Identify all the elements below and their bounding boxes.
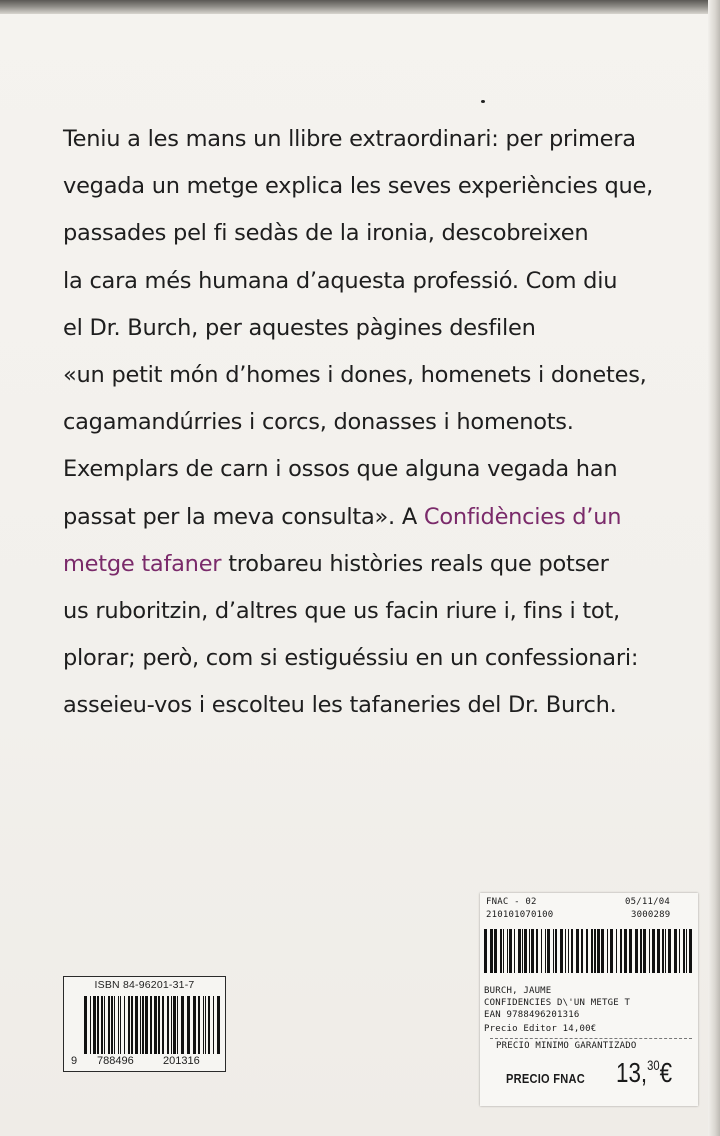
barcode-stripe: [507, 929, 508, 973]
barcode-stripe: [689, 929, 692, 973]
blurb-line: Exemplars de carn i ossos que alguna vegada han: [63, 456, 618, 483]
barcode-stripe: [616, 929, 617, 973]
barcode-stripe: [181, 996, 184, 1054]
barcode-stripe: [635, 929, 638, 973]
barcode-stripe: [120, 996, 121, 1054]
barcode-stripe: [518, 929, 521, 973]
blurb-line: plorar; però, com si estiguéssiu en un confessionari:: [63, 645, 639, 672]
barcode-stripe: [150, 996, 152, 1054]
barcode-stripe: [657, 929, 660, 973]
barcode-stripe: [198, 996, 200, 1054]
barcode-stripe: [683, 929, 685, 973]
barcode-stripe: [652, 929, 655, 973]
barcode-stripe: [591, 929, 593, 973]
fnac-price-value: [616, 1057, 672, 1089]
isbn-barcode: [84, 996, 222, 1054]
barcode-stripe: [208, 996, 210, 1054]
blurb-line: asseieu-vos i escolteu les tafaneries del Dr. Burch.: [63, 692, 617, 719]
blurb-line: us ruboritzin, d’altres que us facin riure i, fins i tot,: [63, 597, 620, 624]
blurb-line: passades pel fi sedàs de la ironia, descobreixen: [63, 220, 589, 247]
price-sticker: [480, 893, 698, 1106]
barcode-stripe: [203, 996, 204, 1054]
barcode-stripe: [601, 929, 604, 973]
barcode-stripe: [145, 996, 148, 1054]
barcode-stripe: [171, 996, 172, 1054]
barcode-stripe: [213, 996, 214, 1054]
barcode-stripe: [620, 929, 622, 973]
fnac-price-label: PRECIO FNAC: [506, 1071, 585, 1086]
barcode-stripe: [503, 929, 504, 973]
sticker-barcode: [484, 929, 694, 973]
sticker-ean: EAN 9788496201316: [484, 1010, 580, 1020]
sticker-guarantee: PRECIO MINIMO GARANTIZADO: [496, 1041, 637, 1051]
barcode-stripe: [140, 996, 141, 1054]
barcode-stripe: [97, 996, 99, 1054]
blurb-line: «un petit món d’homes i dones, homenets i donetes,: [63, 361, 647, 388]
barcode-stripe: [668, 929, 671, 973]
blurb-line-with-title: [63, 494, 703, 541]
sticker-title: CONFIDENCIES D\'UN METGE T: [484, 998, 631, 1008]
barcode-stripe: [607, 929, 608, 973]
barcode-stripe: [529, 929, 530, 973]
barcode-stripe: [565, 929, 566, 973]
barcode-stripe: [594, 929, 596, 973]
dust-speck: [481, 100, 485, 103]
cover-top-edge: [0, 0, 720, 14]
barcode-stripe: [114, 996, 115, 1054]
barcode-stripe: [173, 996, 176, 1054]
barcode-stripe: [101, 996, 103, 1054]
barcode-stripe: [571, 929, 573, 973]
sticker-date: 05/11/04: [625, 897, 670, 907]
barcode-stripe: [108, 996, 110, 1054]
barcode-stripe: [128, 996, 130, 1054]
barcode-stripe: [93, 996, 96, 1054]
isbn-digits: [67, 1055, 222, 1069]
barcode-stripe: [581, 929, 583, 973]
barcode-stripe: [167, 996, 169, 1054]
barcode-stripe: [686, 929, 687, 973]
book-title-reference: metge tafaner: [63, 550, 222, 577]
price-main: 13,: [616, 1057, 648, 1088]
barcode-stripe: [568, 929, 569, 973]
isbn-digit-group: 201316: [163, 1055, 200, 1067]
barcode-stripe: [524, 929, 527, 973]
sticker-store: FNAC - 02: [486, 897, 537, 907]
blurb-line: Teniu a les mans un llibre extraordinari: per primera: [63, 126, 636, 152]
blurb-text: [63, 116, 703, 729]
barcode-stripe: [111, 996, 113, 1054]
sticker-editor-price: Precio Editor 14,00€: [484, 1024, 597, 1034]
barcode-stripe: [662, 929, 664, 973]
sticker-ref: 3000289: [631, 910, 671, 920]
isbn-digit-group: 788496: [97, 1055, 134, 1067]
barcode-stripe: [541, 929, 542, 973]
sticker-divider: [490, 1038, 692, 1039]
barcode-stripe: [629, 929, 632, 973]
barcode-stripe: [90, 996, 91, 1054]
barcode-stripe: [679, 929, 680, 973]
price-cents: 30: [647, 1056, 660, 1073]
barcode-stripe: [500, 929, 502, 973]
barcode-stripe: [522, 929, 523, 973]
barcode-stripe: [154, 996, 157, 1054]
isbn-digit-first: 9: [71, 1055, 78, 1067]
isbn-label: ISBN 84-96201-31-7: [94, 979, 195, 991]
barcode-stripe: [124, 996, 125, 1054]
barcode-stripe: [514, 929, 515, 973]
book-title-reference: Confidències d’un: [423, 503, 622, 530]
barcode-stripe: [610, 929, 613, 973]
blurb-text-segment: passat per la meva consulta». A: [63, 503, 424, 530]
barcode-stripe: [158, 996, 160, 1054]
barcode-stripe: [665, 929, 666, 973]
blurb-line: el Dr. Burch, per aquestes pàgines desfilen: [63, 314, 536, 341]
blurb-line-with-title: [63, 541, 703, 588]
isbn-barcode-block: [63, 976, 226, 1072]
barcode-stripe: [536, 929, 538, 973]
blurb-line: cagamandúrries i corcs, donasses i homenots.: [63, 409, 574, 436]
barcode-stripe: [674, 929, 677, 973]
sticker-author: BURCH, JAUME: [484, 986, 552, 996]
currency-symbol: €: [659, 1057, 673, 1088]
barcode-stripe: [162, 996, 164, 1054]
sticker-code: 210101070100: [486, 910, 554, 920]
barcode-stripe: [553, 929, 554, 973]
barcode-stripe: [624, 929, 627, 973]
barcode-stripe: [142, 996, 144, 1054]
cover-right-edge: [708, 0, 720, 1136]
barcode-stripe: [193, 996, 196, 1054]
barcode-stripe: [217, 996, 220, 1054]
barcode-stripe: [494, 929, 497, 973]
barcode-stripe: [118, 996, 119, 1054]
blurb-line: la cara més humana d’aquesta professió. Com diu: [63, 267, 618, 294]
barcode-stripe: [490, 929, 493, 973]
barcode-stripe: [649, 929, 650, 973]
barcode-stripe: [586, 929, 588, 973]
barcode-stripe: [484, 929, 487, 973]
barcode-stripe: [509, 929, 512, 973]
barcode-stripe: [555, 929, 557, 973]
barcode-stripe: [545, 929, 546, 973]
barcode-stripe: [640, 929, 642, 973]
barcode-stripe: [177, 996, 178, 1054]
barcode-stripe: [84, 996, 87, 1054]
barcode-stripe: [205, 996, 206, 1054]
blurb-text-segment: trobareu històries reals que potser: [221, 550, 609, 577]
barcode-stripe: [531, 929, 534, 973]
barcode-stripe: [560, 929, 563, 973]
barcode-stripe: [135, 996, 138, 1054]
barcode-stripe: [547, 929, 550, 973]
barcode-stripe: [104, 996, 105, 1054]
barcode-stripe: [576, 929, 579, 973]
barcode-stripe: [643, 929, 646, 973]
barcode-stripe: [187, 996, 190, 1054]
blurb-line: vegada un metge explica les seves experiències que,: [63, 173, 654, 200]
barcode-stripe: [597, 929, 600, 973]
barcode-stripe: [131, 996, 133, 1054]
